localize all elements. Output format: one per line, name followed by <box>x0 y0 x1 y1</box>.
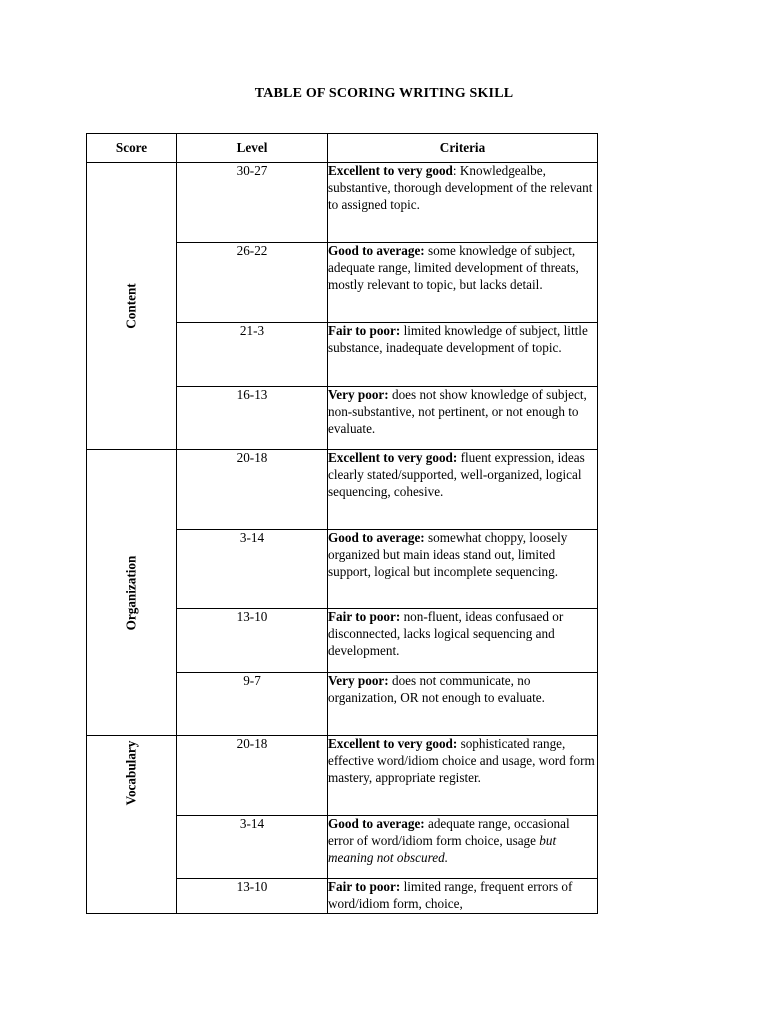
criteria-cell <box>328 816 598 879</box>
scoring-table <box>86 133 598 914</box>
criteria-text: limited knowledge of subject, little substance, inadequate development of topic. <box>328 323 588 355</box>
criteria-text: does not communicate, no organization, OR not enough to evaluate. <box>328 673 545 705</box>
table-header-row <box>87 134 598 163</box>
criteria-text: fluent expression, ideas clearly stated/supported, well-organized, logical sequencing, cohesive. <box>328 450 585 499</box>
criteria-label: Excellent to very good <box>328 163 453 178</box>
criteria-label: Excellent to very good: <box>328 450 458 465</box>
criteria-cell <box>328 609 598 673</box>
criteria-text: somewhat choppy, loosely organized but main ideas stand out, limited support, logical but incomplete sequencing. <box>328 530 568 579</box>
criteria-cell <box>328 879 598 914</box>
level-cell: 20-18 <box>177 450 328 530</box>
criteria-text: limited range, frequent errors of word/idiom form, choice, <box>328 879 573 911</box>
category-label: Content <box>123 283 139 329</box>
level-cell: 21-3 <box>177 323 328 387</box>
criteria-italic-text: but meaning not obscured. <box>328 832 557 865</box>
category-cell-organization <box>87 450 177 736</box>
criteria-text: : Knowledgealbe, substantive, thorough development of the relevant to assigned topic. <box>328 163 593 212</box>
header-criteria: Criteria <box>328 134 598 163</box>
category-cell-vocabulary <box>87 736 177 914</box>
category-label: Organization <box>123 555 139 630</box>
criteria-label: Good to average: <box>328 816 425 831</box>
criteria-cell <box>328 530 598 609</box>
criteria-label: Fair to poor: <box>328 609 401 624</box>
criteria-text: non-fluent, ideas confusaed or disconnected, lacks logical sequencing and development. <box>328 609 564 658</box>
criteria-text: some knowledge of subject, adequate range, limited development of threats, mostly relevant to topic, but lacks detail. <box>328 243 579 292</box>
criteria-text: sophisticated range, effective word/idiom choice and usage, word form mastery, appropriate register. <box>328 736 595 785</box>
level-cell: 13-10 <box>177 609 328 673</box>
level-cell: 20-18 <box>177 736 328 816</box>
table-row <box>87 163 598 243</box>
category-cell-content <box>87 163 177 450</box>
criteria-cell <box>328 323 598 387</box>
header-level: Level <box>177 134 328 163</box>
criteria-cell <box>328 163 598 243</box>
criteria-label: Fair to poor: <box>328 323 401 338</box>
criteria-cell <box>328 450 598 530</box>
level-cell: 3-14 <box>177 530 328 609</box>
level-cell: 16-13 <box>177 387 328 450</box>
header-score: Score <box>87 134 177 163</box>
criteria-label: Very poor: <box>328 673 389 688</box>
level-cell: 13-10 <box>177 879 328 914</box>
criteria-label: Fair to poor: <box>328 879 401 894</box>
level-cell: 9-7 <box>177 673 328 736</box>
criteria-cell <box>328 736 598 816</box>
level-cell: 26-22 <box>177 243 328 323</box>
level-cell: 30-27 <box>177 163 328 243</box>
page-title: TABLE OF SCORING WRITING SKILL <box>254 86 514 101</box>
criteria-cell <box>328 673 598 736</box>
criteria-label: Good to average: <box>328 243 425 258</box>
criteria-cell <box>328 387 598 450</box>
table-row <box>87 736 598 816</box>
criteria-label: Excellent to very good: <box>328 736 458 751</box>
category-label: Vocabulary <box>123 740 139 806</box>
criteria-cell <box>328 243 598 323</box>
criteria-label: Good to average: <box>328 530 425 545</box>
criteria-label: Very poor: <box>328 387 389 402</box>
criteria-text: adequate range, occasional error of word/idiom form choice, usage <box>328 816 570 848</box>
level-cell: 3-14 <box>177 816 328 879</box>
criteria-text: does not show knowledge of subject, non-substantive, not pertinent, or not enough to evaluate. <box>328 387 587 436</box>
table-row <box>87 450 598 530</box>
